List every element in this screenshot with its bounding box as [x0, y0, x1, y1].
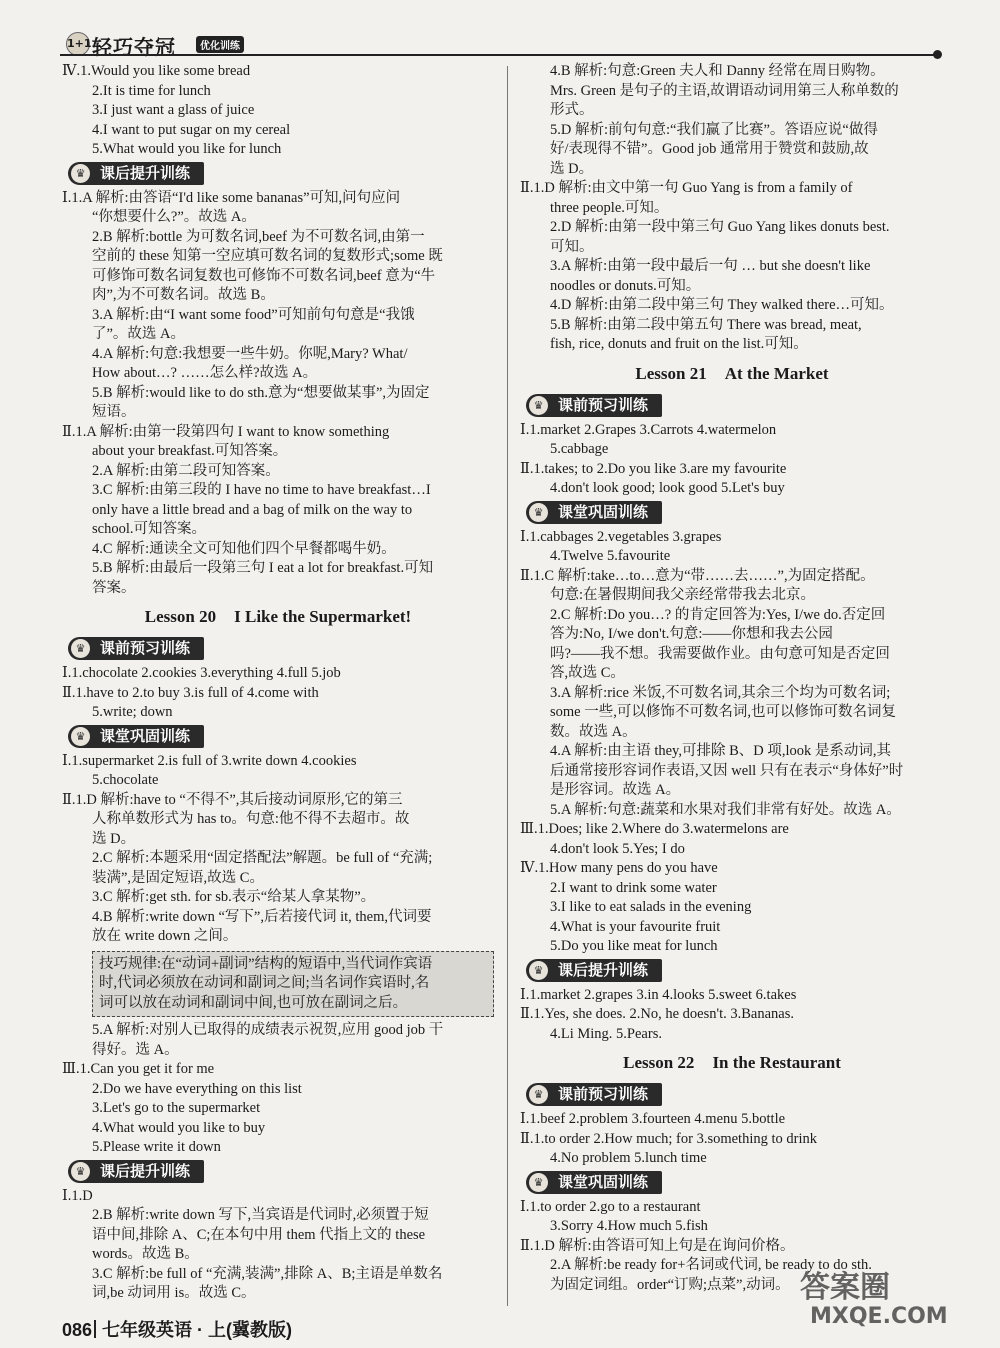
- answer-line: 词,be 动词用 is。故选 C。: [92, 1285, 256, 1301]
- answer-line: 3.A 解析:由第一段中最后一句 … but she doesn't like: [550, 258, 871, 274]
- answer-line: 3.Let's go to the supermarket: [92, 1100, 261, 1116]
- watermark-text: 答案圈: [800, 1270, 890, 1305]
- answer-line: 肉”,为不可数名词。故选 B。: [92, 287, 275, 303]
- header-rule-end-dot: [933, 50, 942, 59]
- answer-line: 5.What would you like for lunch: [92, 141, 282, 157]
- answer-line: 5.D 解析:前句句意:“我们赢了比赛”。答语应说“做得: [550, 121, 878, 138]
- answer-line: Ⅰ.1.D: [62, 1187, 93, 1204]
- section-banner: [526, 959, 662, 982]
- answer-line: 2.It is time for lunch: [92, 82, 211, 99]
- answer-line: some 一些,可以修饰不可数名词,也可以修饰可数名词复: [550, 704, 896, 720]
- answer-line: 4.C 解析:通读全文可知他们四个早餐都喝牛奶。: [92, 540, 396, 557]
- answer-line: 3.A 解析:由“I want some food”可知前句句意是“我饿: [92, 306, 415, 323]
- lesson-heading: [62, 607, 494, 627]
- answer-line: 2.B 解析:bottle 为可数名词,beef 为不可数名词,由第一: [92, 228, 425, 245]
- answer-line: 3.Sorry 4.How much 5.fish: [550, 1218, 708, 1234]
- answer-line: 4.Twelve 5.favourite: [550, 548, 671, 564]
- crown-icon: ♛: [71, 727, 90, 746]
- lesson-number: Lesson 21: [635, 363, 707, 383]
- answer-line: 人称单数形式为 has to。句意:他不得不去超市。故: [92, 811, 410, 827]
- answer-line: 是形容词。故选 A。: [550, 782, 681, 798]
- crown-icon: ♛: [71, 164, 90, 183]
- answer-line: Ⅱ.1.D 解析:由文中第一句 Guo Yang is from a family of: [520, 180, 853, 196]
- tip-line: 词可以放在动词和副词中间,也可放在副词之后。: [99, 994, 408, 1011]
- answer-line: 4.A 解析:句意:我想要一些牛奶。你呢,Mary? What/: [92, 345, 408, 362]
- section-banner: [68, 725, 204, 748]
- section-row: [520, 1169, 944, 1198]
- answer-line: Ⅲ.1.Does; like 2.Where do 3.watermelons are: [520, 821, 789, 837]
- answer-line: 可修饰可数名词复数也可修饰不可数名词,beef 意为“牛: [92, 267, 436, 284]
- section-banner: [68, 637, 204, 660]
- answer-line: 2.B 解析:write down 写下,当宾语是代词时,必须置于短: [92, 1207, 429, 1223]
- answer-line: Ⅱ.1.D 解析:have to “不得不”,其后接动词原形,它的第三: [62, 791, 403, 808]
- section-title: 课堂巩固训练: [100, 726, 191, 745]
- section-title: 课堂巩固训练: [558, 1172, 649, 1191]
- answer-line: Ⅳ.1.How many pens do you have: [520, 860, 718, 876]
- answer-line: 吗?——我不想。我需要做作业。由句意可知是否定回: [550, 645, 890, 662]
- section-title: 课堂巩固训练: [558, 502, 649, 521]
- answer-line: 可知。: [550, 238, 594, 255]
- answer-line: 短语。: [92, 404, 136, 420]
- crown-icon: ♛: [529, 961, 548, 980]
- answer-line: 4.B 解析:句意:Green 夫人和 Danny 经常在周日购物。: [550, 63, 885, 79]
- watermark-url: MXQE.COM: [810, 1304, 948, 1329]
- section-row: [520, 957, 944, 986]
- answer-line: noodles or donuts.可知。: [550, 277, 701, 294]
- answer-line: 4.B 解析:write down “写下”,后若接代词 it, them,代词要: [92, 908, 432, 925]
- answer-line: 5.B 解析:由最后一段第三句 I eat a lot for breakfast.可知: [92, 560, 434, 576]
- answer-line: 4.What is your favourite fruit: [550, 918, 721, 935]
- answer-line: 5.B 解析:would like to do sth.意为“想要做某事”,为固定: [92, 384, 430, 401]
- section-title: 课后提升训练: [100, 163, 191, 182]
- lesson-number: Lesson 22: [623, 1053, 695, 1072]
- section-row: [520, 392, 944, 421]
- answer-line: 形式。: [550, 102, 594, 118]
- answer-line: Ⅰ.1.cabbages 2.vegetables 3.grapes: [520, 528, 722, 545]
- section-title: 课后提升训练: [558, 960, 649, 979]
- lesson-heading: [520, 364, 944, 384]
- crown-icon: ♛: [71, 1162, 90, 1181]
- answer-line: Ⅱ.1.to order 2.How much; for 3.something to drink: [520, 1130, 817, 1147]
- answer-line: 答,故选 C。: [550, 665, 625, 681]
- answer-line: words。故选 B。: [92, 1246, 199, 1262]
- section-banner: [526, 1171, 662, 1194]
- answer-line: 5.chocolate: [92, 772, 159, 788]
- answer-line: Ⅱ.1.have to 2.to buy 3.is full of 4.come with: [62, 684, 319, 701]
- answer-line: 2.Do we have everything on this list: [92, 1080, 302, 1097]
- section-banner: [68, 1160, 204, 1183]
- brand-title: 轻巧夺冠: [92, 35, 176, 59]
- answer-line: 3.C 解析:get sth. for sb.表示“给某人拿某物”。: [92, 889, 376, 905]
- answer-line: 5.cabbage: [550, 441, 609, 457]
- answer-line: 4.What would you like to buy: [92, 1119, 266, 1136]
- brand-logo-icon: 1+1: [66, 32, 90, 56]
- brand-badge: 优化训练: [196, 36, 244, 53]
- answer-line: school.可知答案。: [92, 521, 206, 537]
- answer-line: Ⅰ.1.to order 2.go to a restaurant: [520, 1198, 701, 1215]
- answer-line: 2.A 解析:be ready for+名词或代词, be ready to do sth.: [550, 1257, 872, 1273]
- answer-line: Ⅱ.1.C 解析:take…to…意为“带……去……”,为固定搭配。: [520, 567, 875, 584]
- answer-line: 5.Do you like meat for lunch: [550, 938, 718, 954]
- answer-line: 装满”,是固定短语,故选 C。: [92, 869, 264, 886]
- answer-line: 3.I just want a glass of juice: [92, 102, 255, 118]
- answer-line: 答为:No, I/we don't.句意:——你想和我去公园: [550, 626, 833, 642]
- lesson-title: At the Market: [724, 363, 829, 383]
- answer-line: 句意:在暑假期间我父亲经常带我去北京。: [550, 587, 816, 603]
- column-divider: [507, 66, 508, 1306]
- answer-line: 数。故选 A。: [550, 723, 637, 740]
- answer-line: 放在 write down 之间。: [92, 928, 238, 944]
- answer-line: 好/表现得不错”。Good job 通常用于赞赏和鼓励,故: [550, 141, 869, 157]
- answer-line: 选 D。: [550, 160, 594, 177]
- answer-line: three people.可知。: [550, 199, 669, 216]
- crown-icon: ♛: [529, 503, 548, 522]
- section-title: 课后提升训练: [100, 1161, 191, 1180]
- section-title: 课前预习训练: [100, 639, 191, 657]
- section-banner: [526, 501, 662, 524]
- answer-line: 5.A 解析:对别人已取得的成绩表示祝贺,应用 good job 干: [92, 1022, 444, 1038]
- section-banner: [68, 162, 204, 185]
- answer-line: 2.A 解析:由第二段可知答案。: [92, 462, 280, 479]
- answer-line: 语中间,排除 A、C;在本句中用 them 代指上文的 these: [92, 1226, 426, 1243]
- book-title: 七年级英语 · 上(冀教版): [102, 1320, 293, 1340]
- answer-line: 2.C 解析:Do you…? 的肯定回答为:Yes, I/we do.否定回: [550, 606, 886, 623]
- answer-line: 3.C 解析:由第三段的 I have no time to have breakfast…I: [92, 482, 431, 498]
- page-footer: [62, 1316, 292, 1342]
- answer-line: Ⅰ.1.market 2.Grapes 3.Carrots 4.watermelon: [520, 421, 777, 438]
- page-number: 086: [62, 1320, 93, 1340]
- answer-line: Mrs. Green 是句子的主语,故谓语动词用第三人称单数的: [550, 82, 899, 99]
- page-header: [60, 28, 940, 60]
- answer-line: 4.don't look good; look good 5.Let's buy: [550, 480, 785, 496]
- answer-line: 4.A 解析:由主语 they,可排除 B、D 项,look 是系动词,其: [550, 743, 892, 759]
- header-rule: [60, 54, 940, 56]
- section-title: 课前预习训练: [558, 1085, 649, 1103]
- answer-line: 空前的 these 知第一空应填可数名词的复数形式;some 既: [92, 248, 443, 264]
- answer-line: 2.I want to drink some water: [550, 879, 717, 896]
- crown-icon: ♛: [529, 1173, 548, 1192]
- answer-line: Ⅱ.1.D 解析:由答语可知上句是在询问价格。: [520, 1237, 795, 1254]
- answer-line: Ⅰ.1.supermarket 2.is full of 3.write down 4.cookies: [62, 752, 357, 769]
- answer-line: Ⅰ.1.market 2.grapes 3.in 4.looks 5.sweet 6.takes: [520, 986, 797, 1003]
- answer-line: 5.B 解析:由第二段中第五句 There was bread, meat,: [550, 316, 862, 333]
- section-title: 课前预习训练: [558, 395, 649, 414]
- answer-line: 2.D 解析:由第一段中第三句 Guo Yang likes donuts best.: [550, 219, 890, 235]
- answer-line: Ⅲ.1.Can you get it for me: [62, 1061, 215, 1077]
- crown-icon: ♛: [71, 639, 90, 658]
- answer-line: 4.Li Ming. 5.Pears.: [550, 1025, 662, 1042]
- section-row: [520, 499, 944, 528]
- answer-line: Ⅱ.1.A 解析:由第一段第四句 I want to know something: [62, 423, 390, 440]
- section-row: [62, 635, 494, 664]
- section-row: [520, 1081, 944, 1110]
- tip-line: 技巧规律:在“动词+副词”结构的短语中,当代词作宾语: [99, 955, 433, 972]
- answer-line: fish, rice, donuts and fruit on the list.可知。: [550, 336, 808, 352]
- answer-line: Ⅱ.1.takes; to 2.Do you like 3.are my favourite: [520, 460, 787, 477]
- section-banner: [526, 1083, 662, 1106]
- answer-line: 选 D。: [92, 830, 136, 847]
- tip-line: 时,代词必须放在动词和副词之间;当名词作宾语时,名: [99, 975, 430, 991]
- lesson-title: I Like the Supermarket!: [234, 607, 412, 626]
- answer-line: 5.A 解析:句意:蔬菜和水果对我们非常有好处。故选 A。: [550, 801, 901, 818]
- answer-line: 答案。: [92, 579, 136, 596]
- lesson-heading: [520, 1053, 944, 1073]
- answer-line: Ⅰ.1.beef 2.problem 3.fourteen 4.menu 5.bottle: [520, 1111, 786, 1127]
- answer-line: 后通常接形容词作表语,又因 well 只有在表示“身体好”时: [550, 762, 904, 779]
- left-column: [62, 62, 494, 1304]
- right-column: [520, 62, 944, 1295]
- answer-line: 为固定词组。order“订购;点菜”,动词。: [550, 1276, 790, 1293]
- answer-line: 4.don't look 5.Yes; I do: [550, 840, 685, 857]
- lesson-number: Lesson 20: [144, 607, 217, 626]
- answer-line: 4.No problem 5.lunch time: [550, 1150, 707, 1166]
- section-row: [62, 160, 494, 189]
- answer-line: 得好。选 A。: [92, 1041, 179, 1058]
- tip-box: [92, 951, 494, 1018]
- lesson-title: In the Restaurant: [712, 1053, 841, 1072]
- answer-line: How about…? ……怎么样?故选 A。: [92, 365, 318, 381]
- answer-line: 5.write; down: [92, 704, 173, 720]
- answer-line: Ⅱ.1.Yes, she does. 2.No, he doesn't. 3.Bananas.: [520, 1006, 794, 1022]
- answer-line: Ⅳ.1.Would you like some bread: [62, 63, 251, 79]
- answer-line: 4.D 解析:由第二段中第三句 They walked there…可知。: [550, 297, 894, 313]
- crown-icon: ♛: [529, 396, 548, 415]
- section-banner: [526, 394, 662, 417]
- answer-line: 5.Please write it down: [92, 1139, 221, 1155]
- answer-line: Ⅰ.1.A 解析:由答语“I'd like some bananas”可知,问句应问: [62, 189, 401, 206]
- crown-icon: ♛: [529, 1085, 548, 1104]
- answer-line: only have a little bread and a bag of milk on the way to: [92, 501, 413, 518]
- answer-line: “你想要什么?”。故选 A。: [92, 209, 256, 225]
- answer-line: 4.I want to put sugar on my cereal: [92, 121, 291, 138]
- answer-line: Ⅰ.1.chocolate 2.cookies 3.everything 4.full 5.job: [62, 665, 341, 681]
- answer-line: 3.I like to eat salads in the evening: [550, 899, 752, 915]
- answer-line: 了”。故选 A。: [92, 326, 186, 342]
- footer-separator: [94, 1320, 96, 1338]
- answer-line: 3.A 解析:rice 米饭,不可数名词,其余三个均为可数名词;: [550, 684, 891, 701]
- answer-line: 3.C 解析:be full of “充满,装满”,排除 A、B;主语是单数名: [92, 1265, 443, 1282]
- answer-line: about your breakfast.可知答案。: [92, 443, 288, 459]
- section-row: [62, 723, 494, 752]
- section-row: [62, 1158, 494, 1187]
- answer-line: 2.C 解析:本题采用“固定搭配法”解题。be full of “充满;: [92, 850, 433, 866]
